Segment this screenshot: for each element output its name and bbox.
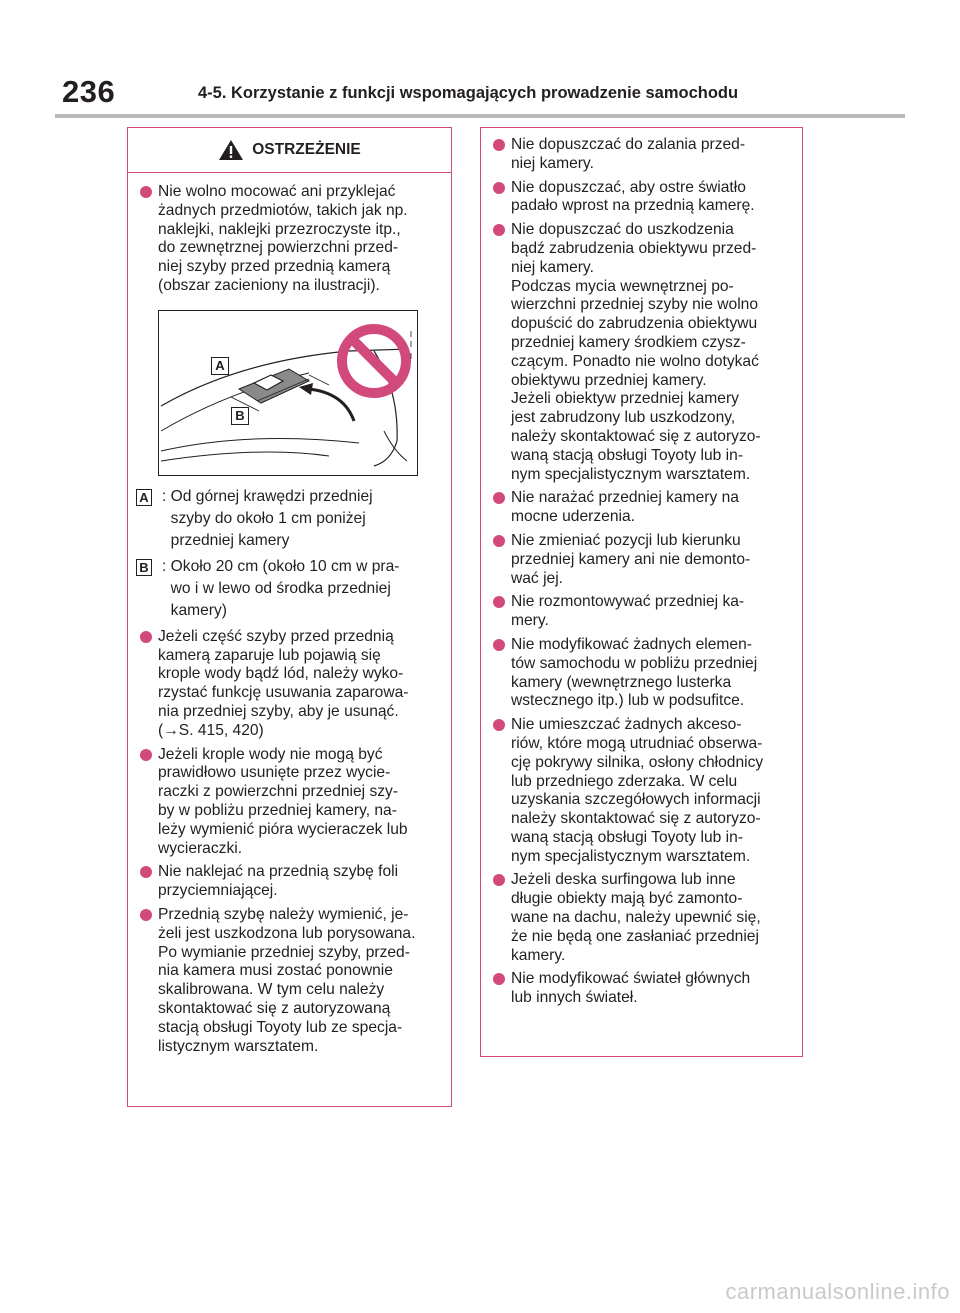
bullet-text-line: (obszar zacieniony na ilustracji). — [158, 276, 380, 294]
left-items-top — [128, 173, 451, 296]
bullet-item — [132, 746, 451, 859]
bullet-text-line: wać jej. — [511, 569, 563, 587]
bullet-text-line: czącym. Ponadto nie wolno dotykać — [511, 352, 759, 370]
bullet-text-line: Jeżeli krople wody nie mogą być — [158, 745, 383, 763]
bullet-text-line: długie obiekty mają być zamonto- — [511, 890, 743, 908]
bullet-text-line: kamery (wewnętrznego lusterka — [511, 673, 732, 691]
bullet-text-line: mocne uderzenia. — [511, 508, 635, 526]
legend-key: A — [136, 489, 152, 506]
bullet-text-line: naklejki, naklejki przezroczyste itp., — [158, 220, 401, 238]
bullet-text-line: przedniej kamery ani nie demonto- — [511, 550, 751, 568]
legend-text-line: kamery) — [162, 601, 227, 619]
section-title: 4-5. Korzystanie z funkcji wspomagających prowadzenie samochodu — [198, 84, 739, 102]
bullet-text-line: rzystać funkcję usuwania zaparowa- — [158, 684, 409, 702]
bullet-text-line: nia przedniej szyby, aby je usunąć. — [158, 702, 399, 720]
bullet-text-line: nia kamera musi zostać ponownie — [158, 962, 393, 980]
warning-triangle-icon — [218, 139, 244, 161]
bullet-text-line: riów, które mogą utrudniać obserwa- — [511, 734, 763, 752]
bullet-text-line: padało wprost na przednią kamerę. — [511, 197, 755, 215]
legend-text-line: : Około 20 cm (około 10 cm w pra- — [162, 557, 400, 575]
bullet-text-line: że nie będą one zasłaniać przedniej — [511, 927, 759, 945]
bullet-text-line: krople wody bądź lód, należy wyko- — [158, 665, 404, 683]
bullet-text-line: wycieraczki. — [158, 839, 243, 857]
bullet-dot-icon — [140, 909, 152, 921]
bullet-text-line: żadnych przedmiotów, takich jak np. — [158, 201, 408, 219]
bullet-item — [485, 532, 802, 588]
bullet-item — [485, 970, 802, 1008]
legend-text — [162, 556, 451, 622]
warning-heading: OSTRZEŻENIE — [252, 141, 361, 158]
bullet-text-line: by w pobliżu przedniej kamery, na- — [158, 801, 397, 819]
bullet-text-line: wstecznego itp.) lub w podsufitce. — [511, 692, 745, 710]
warning-box-right — [480, 127, 803, 1057]
figure-legend — [128, 486, 451, 622]
bullet-text-line: (→S. 415, 420) — [158, 721, 264, 739]
left-items-bottom — [128, 626, 451, 1057]
bullet-text-line: należy skontaktować się z autoryzo- — [511, 810, 761, 828]
bullet-item — [485, 871, 802, 965]
bullet-text-line: lub innych świateł. — [511, 989, 638, 1007]
header-divider — [55, 114, 905, 118]
bullet-text-line: cję pokrywy silnika, osłony chłodnicy — [511, 753, 764, 771]
bullet-text-line: nym specjalistycznym warsztatem. — [511, 847, 751, 865]
bullet-dot-icon — [493, 639, 505, 651]
windshield-camera-illustration — [158, 310, 418, 476]
bullet-text-line: do zewnętrznej powierzchni przed- — [158, 239, 399, 257]
bullet-text-line: tów samochodu w pobliżu przedniej — [511, 654, 758, 672]
bullet-dot-icon — [493, 139, 505, 151]
bullet-dot-icon — [493, 596, 505, 608]
bullet-text-line: waną stacją obsługi Toyoty lub in- — [511, 446, 744, 464]
bullet-text-line: kamery. — [511, 946, 566, 964]
page-number: 236 — [62, 74, 116, 109]
bullet-text-line: Nie dopuszczać do uszkodzenia — [511, 221, 734, 239]
bullet-dot-icon — [493, 973, 505, 985]
bullet-text-line: skalibrowana. W tym celu należy — [158, 981, 385, 999]
legend-entry — [128, 486, 451, 552]
bullet-dot-icon — [140, 631, 152, 643]
bullet-text-line: raczki z powierzchni przedniej szy- — [158, 783, 399, 801]
bullet-text-line: skontaktować się z autoryzowaną — [158, 999, 391, 1017]
legend-key: B — [136, 559, 152, 576]
bullet-dot-icon — [493, 874, 505, 886]
bullet-text-line: przedniej kamery środkiem czysz- — [511, 333, 746, 351]
bullet-text-line: uzyskania szczegółowych informacji — [511, 791, 761, 809]
bullet-text-line: Po wymianie przedniej szyby, przed- — [158, 943, 410, 961]
bullet-text-line: wierzchni przedniej szyby nie wolno — [511, 296, 759, 314]
bullet-text-line: Nie modyfikować żadnych elemen- — [511, 635, 752, 653]
legend-text-line: szyby do około 1 cm poniżej — [162, 509, 366, 527]
bullet-item — [132, 906, 451, 1056]
bullet-text-line: dopuścić do zabrudzenia obiektywu — [511, 315, 758, 333]
bullet-text-line: leży wymienić pióra wycieraczek lub — [158, 820, 408, 838]
bullet-text-line: niej kamery. — [511, 258, 594, 276]
bullet-text-line: Podczas mycia wewnętrznej po- — [511, 277, 734, 295]
warning-header — [128, 128, 451, 173]
bullet-text-line: mery. — [511, 612, 549, 630]
bullet-item — [485, 489, 802, 527]
bullet-dot-icon — [493, 492, 505, 504]
bullet-item — [485, 179, 802, 217]
bullet-text-line: Nie umieszczać żadnych akceso- — [511, 716, 742, 734]
bullet-text-line: lub przedniego zderzaka. W celu — [511, 772, 738, 790]
bullet-dot-icon — [493, 535, 505, 547]
bullet-text-line: Nie zmieniać pozycji lub kierunku — [511, 531, 741, 549]
bullet-text-line: wane na dachu, należy upewnić się, — [511, 909, 761, 927]
bullet-item — [485, 593, 802, 631]
bullet-text-line: niej kamery. — [511, 154, 594, 172]
bullet-text-line: Nie naklejać na przednią szybę foli — [158, 863, 399, 881]
bullet-item — [132, 863, 451, 901]
bullet-text-line: kamerą zaparuje lub pojawią się — [158, 646, 381, 664]
bullet-item — [485, 221, 802, 484]
figure-label-a: A — [211, 357, 229, 375]
legend-entry — [128, 556, 451, 622]
warning-box-left — [127, 127, 452, 1107]
bullet-text-line: żeli jest uszkodzona lub porysowana. — [158, 924, 416, 942]
bullet-text-line: Jeżeli deska surfingowa lub inne — [511, 871, 736, 889]
bullet-item — [485, 716, 802, 866]
bullet-item — [485, 136, 802, 174]
bullet-text-line: listycznym warsztatem. — [158, 1037, 319, 1055]
watermark: carmanualsonline.info — [725, 1279, 950, 1304]
bullet-dot-icon — [493, 182, 505, 194]
figure-label-b: B — [231, 407, 249, 425]
bullet-text-line: Jeżeli część szyby przed przednią — [158, 627, 394, 645]
bullet-text-line: Nie wolno mocować ani przyklejać — [158, 183, 396, 200]
bullet-text-line: należy skontaktować się z autoryzo- — [511, 427, 761, 445]
bullet-text-line: stacją obsługi Toyoty lub ze specja- — [158, 1018, 403, 1036]
bullet-text-line: bądź zabrudzenia obiektywu przed- — [511, 239, 757, 257]
bullet-text-line: obiektywu przedniej kamery. — [511, 371, 707, 389]
bullet-text-line: Przednią szybę należy wymienić, je- — [158, 905, 409, 923]
bullet-dot-icon — [493, 719, 505, 731]
bullet-text-line: waną stacją obsługi Toyoty lub in- — [511, 828, 744, 846]
legend-text-line: przedniej kamery — [162, 531, 290, 549]
bullet-text-line: Nie narażać przedniej kamery na — [511, 489, 739, 507]
legend-text — [162, 486, 451, 552]
bullet-text-line: nym specjalistycznym warsztatem. — [511, 465, 751, 483]
bullet-text-line: Nie dopuszczać do zalania przed- — [511, 136, 746, 153]
bullet-text-line: Jeżeli obiektyw przedniej kamery — [511, 390, 739, 408]
bullet-dot-icon — [140, 186, 152, 198]
bullet-item — [485, 636, 802, 711]
bullet-text-line: Nie modyfikować świateł głównych — [511, 970, 751, 988]
bullet-text-line: niej szyby przed przednią kamerą — [158, 258, 391, 276]
bullet-text-line: przyciemniającej. — [158, 882, 278, 900]
legend-text-line: wo i w lewo od środka przedniej — [162, 579, 391, 597]
bullet-item — [132, 183, 451, 296]
legend-text-line: : Od górnej krawędzi przedniej — [162, 487, 373, 505]
bullet-text-line: Nie dopuszczać, aby ostre światło — [511, 178, 746, 196]
bullet-dot-icon — [140, 749, 152, 761]
right-items — [481, 128, 802, 1008]
bullet-item — [132, 628, 451, 741]
bullet-dot-icon — [493, 224, 505, 236]
bullet-text-line: Nie rozmontowywać przedniej ka- — [511, 593, 745, 611]
bullet-dot-icon — [140, 866, 152, 878]
bullet-text-line: jest zabrudzony lub uszkodzony, — [511, 409, 736, 427]
bullet-text-line: prawidłowo usunięte przez wycie- — [158, 764, 391, 782]
